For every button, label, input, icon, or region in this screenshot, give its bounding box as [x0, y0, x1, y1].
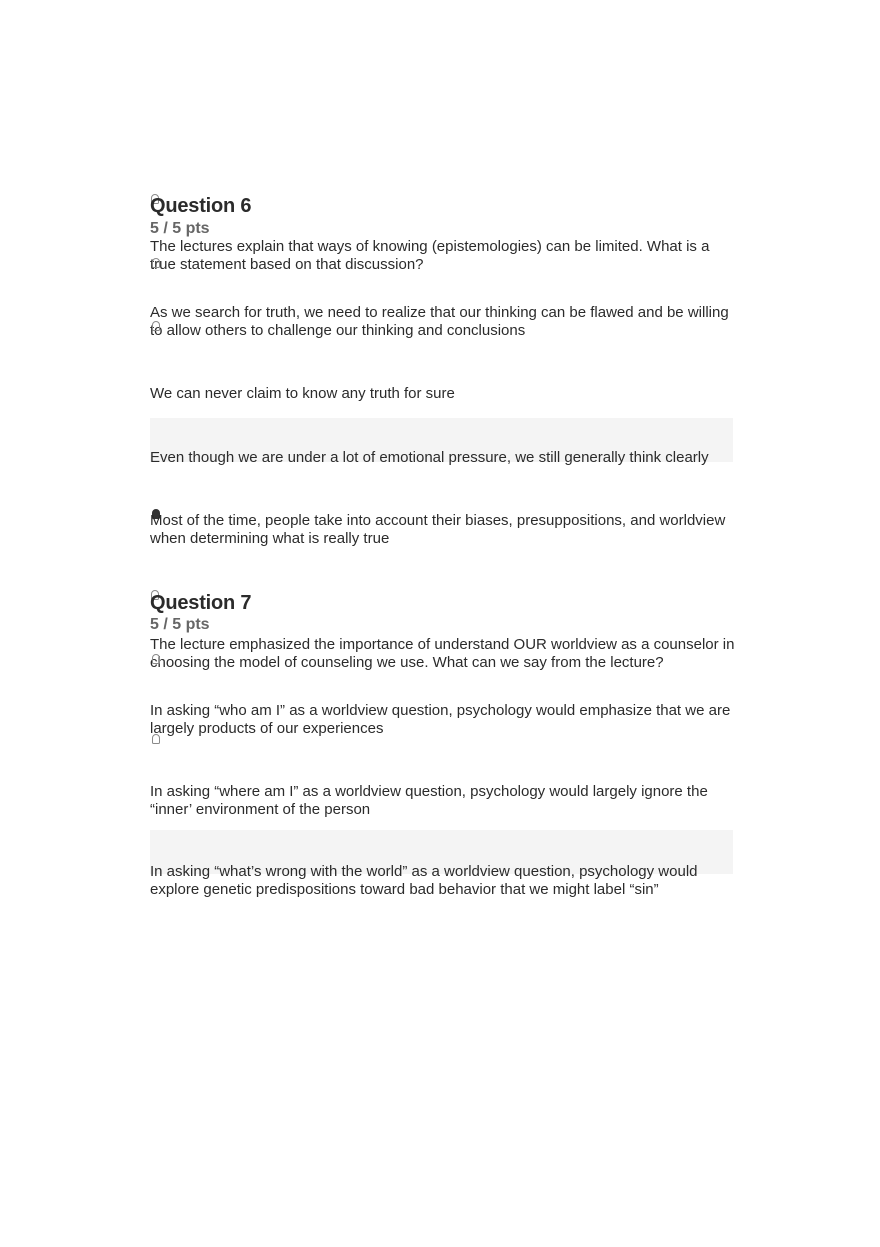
question-points: 5 / 5 pts — [150, 616, 210, 633]
answer-option[interactable]: Most of the time, people take into account their biases, presuppositions, and worldview when determining what is really true — [150, 512, 726, 547]
question-prompt: The lecture emphasized the importance of understand OUR worldview as a counselor in choosing the model of counseling we use. What can we say from the lecture? — [150, 636, 735, 671]
answer-option-selected[interactable]: In asking “what’s wrong with the world” as a worldview question, psychology would explore genetic predispositions toward bad behavior that we might label “sin” — [150, 863, 698, 898]
question-title: Question 6 — [150, 195, 252, 217]
answer-radio-icon[interactable] — [152, 321, 160, 331]
answer-radio-icon[interactable] — [152, 734, 160, 744]
answer-option[interactable]: We can never claim to know any truth for sure — [150, 385, 455, 402]
answer-option[interactable]: In asking “who am I” as a worldview question, psychology would emphasize that we are largely products of our experiences — [150, 702, 731, 737]
question-prompt: The lectures explain that ways of knowing (epistemologies) can be limited. What is a true statement based on that discussion? — [150, 238, 710, 273]
question-title: Question 7 — [150, 592, 252, 614]
answer-option[interactable]: As we search for truth, we need to realize that our thinking can be flawed and be willing to allow others to challenge our thinking and conclusions — [150, 304, 729, 339]
answer-option[interactable]: In asking “where am I” as a worldview question, psychology would largely ignore the “inner’ environment of the person — [150, 783, 708, 818]
answer-radio-icon[interactable] — [152, 654, 160, 664]
answer-radio-icon[interactable] — [152, 258, 160, 268]
question-points: 5 / 5 pts — [150, 220, 210, 237]
answer-option-selected[interactable]: Even though we are under a lot of emotional pressure, we still generally think clearly — [150, 449, 709, 466]
